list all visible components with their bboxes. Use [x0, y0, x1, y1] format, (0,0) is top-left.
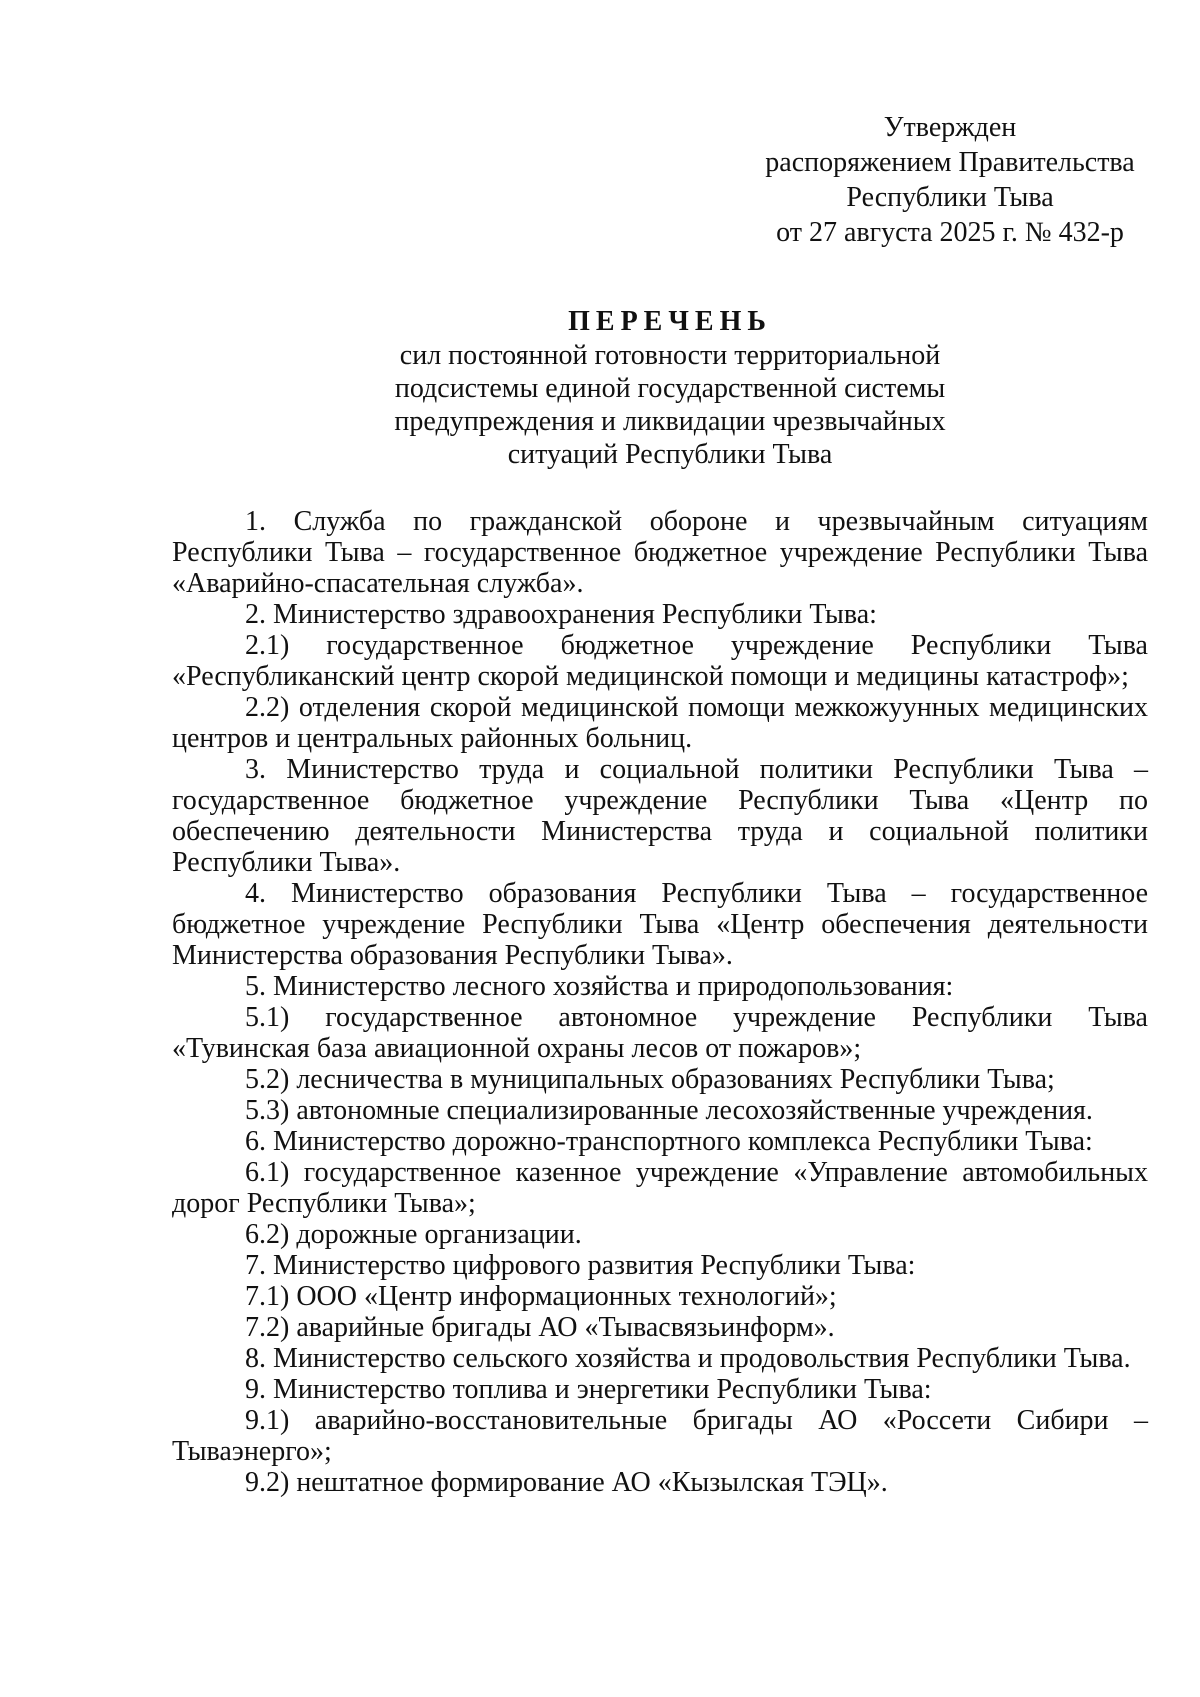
list-item-7-1: 7.1) ООО «Центр информационных технологий»;: [245, 1281, 837, 1312]
list-item-2-2: 2.2) отделения скорой медицинской помощи межкожуунных медицинских центров и центральных районных больниц.: [172, 692, 1148, 754]
approval-line-date-number: от 27 августа 2025 г. № 432-р: [776, 217, 1124, 248]
list-item-6-1: 6.1) государственное казенное учреждение «Управление автомобильных дорог Республики Тыва»;: [172, 1157, 1148, 1219]
list-item-6: 6. Министерство дорожно-транспортного комплекса Республики Тыва:: [245, 1126, 1093, 1157]
list-item-4: 4. Министерство образования Республики Тыва – государственное бюджетное учреждение Республики Тыва «Центр обеспечения деятельности Министерства образования Республики Тыва».: [172, 878, 1148, 971]
document-subtitle-line: подсистемы единой государственной системы: [394, 373, 946, 404]
document-body: [172, 506, 1148, 1498]
list-item-5-1: 5.1) государственное автономное учреждение Республики Тыва «Тувинская база авиационной охраны лесов от пожаров»;: [172, 1002, 1148, 1064]
document-title: ПЕРЕЧЕНЬ: [568, 306, 772, 337]
document-heading: [330, 305, 1010, 471]
list-item-1: 1. Служба по гражданской обороне и чрезвычайным ситуациям Республики Тыва – государственное бюджетное учреждение Республики Тыва «Аварийно-спасательная служба».: [172, 506, 1148, 599]
document-subtitle-line: ситуаций Республики Тыва: [507, 439, 833, 470]
list-item-8: 8. Министерство сельского хозяйства и продовольствия Республики Тыва.: [245, 1343, 1131, 1374]
document-subtitle-line: предупреждения и ликвидации чрезвычайных: [394, 406, 946, 437]
list-item-9-2: 9.2) нештатное формирование АО «Кызылская ТЭЦ».: [245, 1467, 888, 1498]
list-item-2-1: 2.1) государственное бюджетное учреждение Республики Тыва «Республиканский центр скорой медицинской помощи и медицины катастроф»;: [172, 630, 1148, 692]
list-item-5-3: 5.3) автономные специализированные лесохозяйственные учреждения.: [245, 1095, 1093, 1126]
list-item-6-2: 6.2) дорожные организации.: [245, 1219, 582, 1250]
list-item-9: 9. Министерство топлива и энергетики Республики Тыва:: [245, 1374, 932, 1405]
list-item-2: 2. Министерство здравоохранения Республики Тыва:: [245, 599, 877, 630]
approval-block: [760, 110, 1140, 250]
approval-line-approved: Утвержден: [883, 112, 1017, 143]
list-item-3: 3. Министерство труда и социальной политики Республики Тыва – государственное бюджетное учреждение Республики Тыва «Центр по обеспечению деятельности Министерства труда и социальной политики Республики Тыва».: [172, 754, 1148, 878]
approval-line-republic: Республики Тыва: [846, 182, 1054, 213]
list-item-5-2: 5.2) лесничества в муниципальных образованиях Республики Тыва;: [245, 1064, 1055, 1095]
document-subtitle-line: сил постоянной готовности территориальной: [399, 340, 941, 371]
list-item-7-2: 7.2) аварийные бригады АО «Тывасвязьинформ».: [245, 1312, 835, 1343]
list-item-9-1: 9.1) аварийно-восстановительные бригады АО «Россети Сибири – Тываэнерго»;: [172, 1405, 1148, 1467]
list-item-5: 5. Министерство лесного хозяйства и природопользования:: [245, 971, 954, 1002]
list-item-7: 7. Министерство цифрового развития Республики Тыва:: [245, 1250, 916, 1281]
approval-line-order: распоряжением Правительства: [765, 147, 1135, 178]
